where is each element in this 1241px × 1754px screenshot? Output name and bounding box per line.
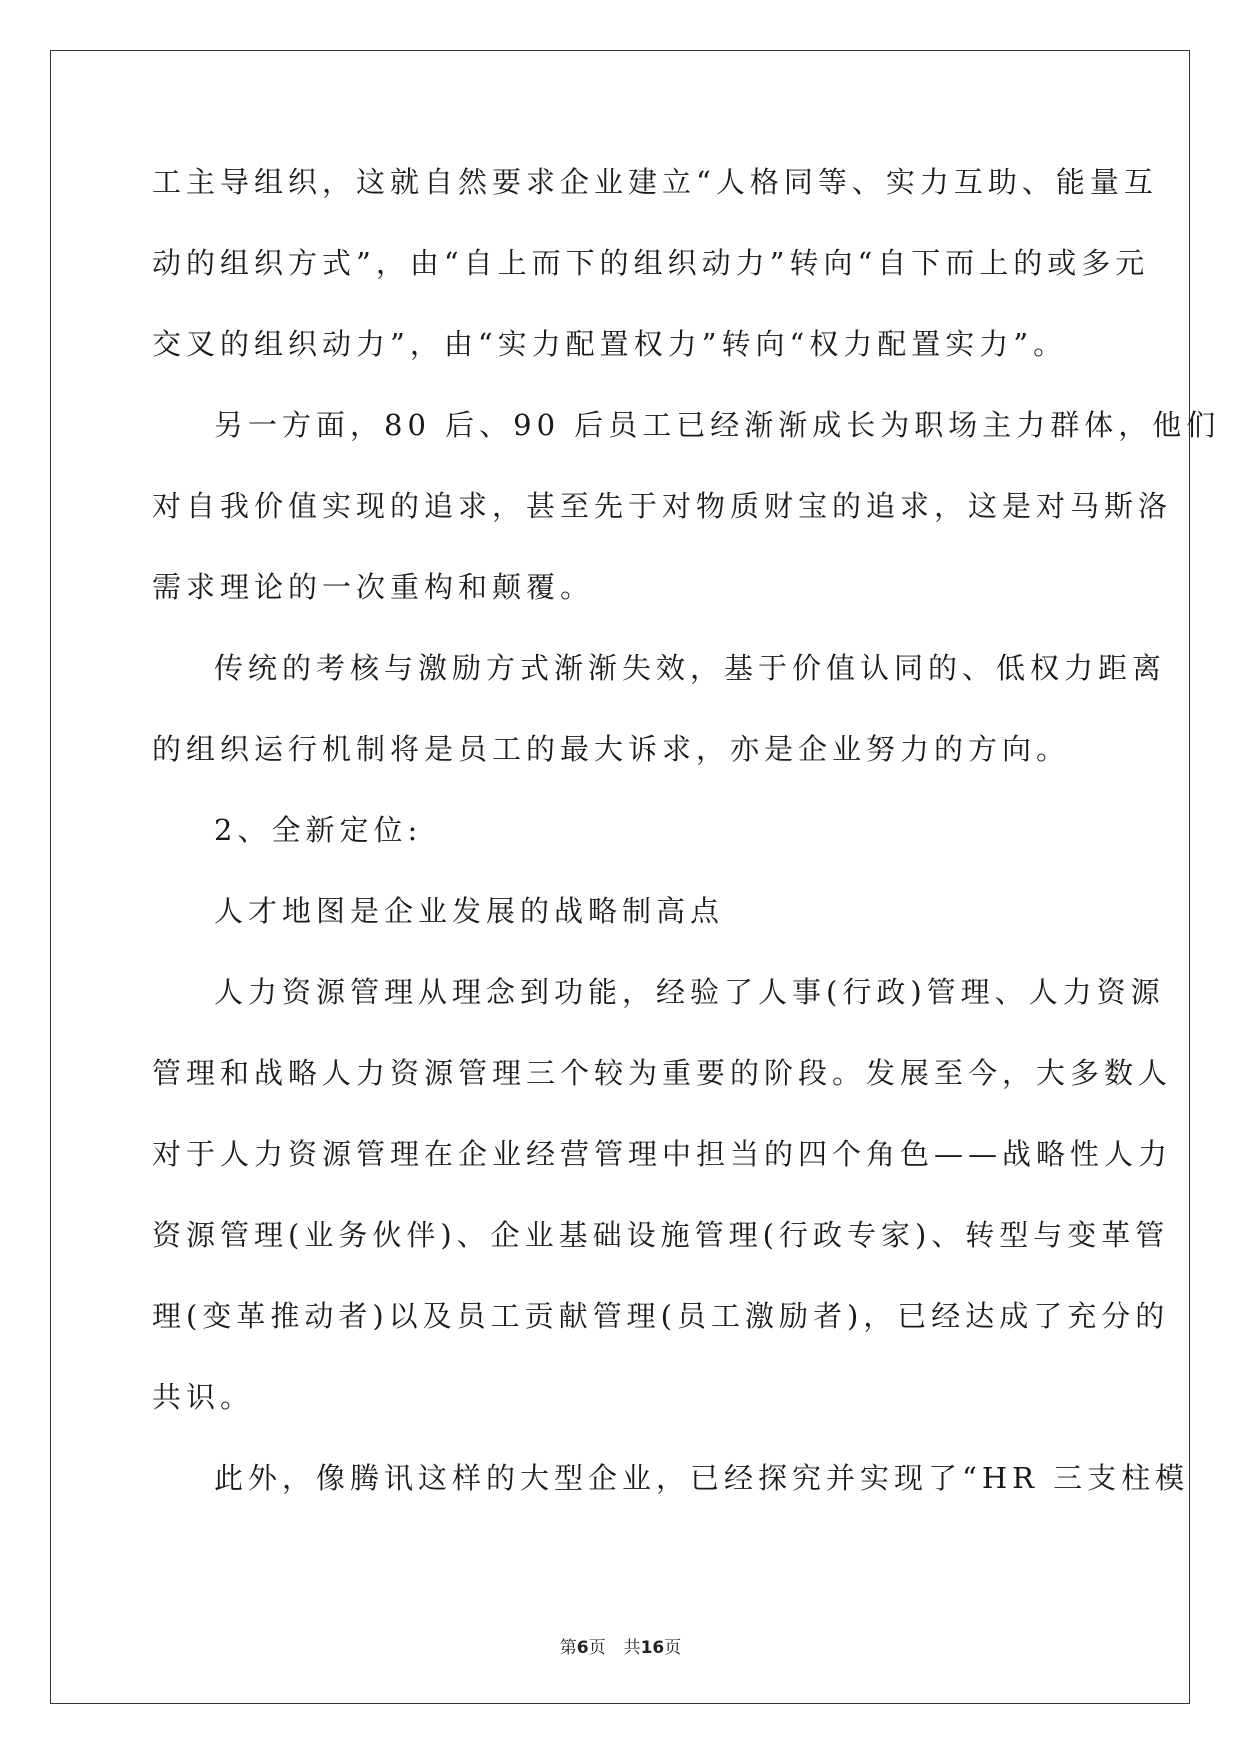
text-line: 交叉的组织动力”，由“实力配置权力”转向“权力配置实力”。 [152, 327, 1068, 361]
text-line: 工主导组织，这就自然要求企业建立“人格同等、实力互助、能量互 [152, 165, 1158, 199]
text-line: 的组织运行机制将是员工的最大诉求，亦是企业努力的方向。 [152, 732, 1071, 766]
text-line: 动的组织方式”，由“自上而下的组织动力”转向“自下而上的或多元 [152, 246, 1150, 280]
total-pages: 16 [640, 1638, 665, 1658]
page-prefix: 第 [559, 1638, 577, 1658]
text-line: 共识。 [152, 1380, 255, 1414]
total-prefix: 共 [623, 1638, 641, 1658]
text-line: 资源管理(业务伙伴)、企业基础设施管理(行政专家)、转型与变革管 [152, 1218, 1170, 1252]
page-footer [0, 1633, 1241, 1658]
text-line: 对自我价值实现的追求，甚至先于对物质财宝的追求，这是对马斯洛 [152, 489, 1173, 523]
text-line: 另一方面，80 后、90 后员工已经渐渐成长为职场主力群体，他们 [214, 408, 1221, 442]
text-line: 人才地图是企业发展的战略制高点 [214, 894, 725, 928]
text-line: 需求理论的一次重构和颠覆。 [152, 570, 595, 604]
text-line: 理(变革推动者)以及员工贡献管理(员工激励者)，已经达成了充分的 [152, 1299, 1170, 1333]
document-body [152, 162, 1221, 1539]
text-line: 此外，像腾讯这样的大型企业，已经探究并实现了“HR 三支柱模 [214, 1461, 1190, 1495]
text-line: 人力资源管理从理念到功能，经验了人事(行政)管理、人力资源 [214, 975, 1165, 1009]
text-line: 对于人力资源管理在企业经营管理中担当的四个角色——战略性人力 [152, 1137, 1173, 1171]
text-line: 传统的考核与激励方式渐渐失效，基于价值认同的、低权力距离 [214, 651, 1167, 685]
total-suffix: 页 [664, 1638, 682, 1658]
page-suffix: 页 [588, 1638, 606, 1658]
page-number: 6 [576, 1638, 589, 1658]
text-line: 管理和战略人力资源管理三个较为重要的阶段。发展至今，大多数人 [152, 1056, 1173, 1090]
text-line: 2、全新定位: [214, 813, 423, 847]
